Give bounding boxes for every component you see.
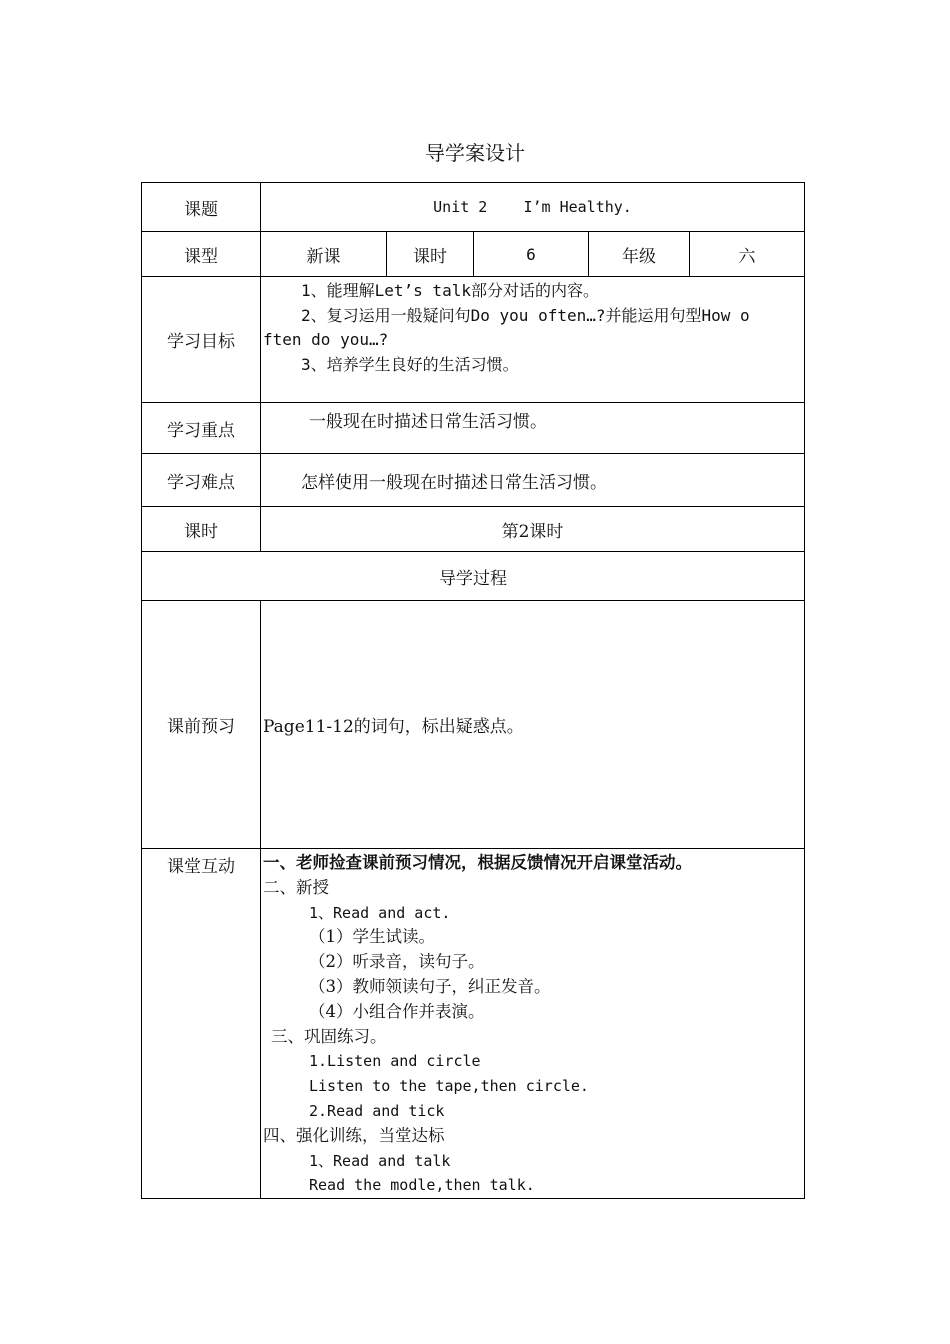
step-2-item-1: 1、Read and act. — [309, 903, 451, 922]
type-row — [142, 232, 805, 277]
step-2-sub-4: （4）小组合作并表演。 — [309, 1001, 485, 1021]
step-3-heading: 三、巩固练习。 — [271, 1026, 387, 1046]
period-value: 6 — [474, 232, 589, 277]
focus-row — [142, 403, 805, 454]
goal-3: 3、培养学生良好的生活习惯。 — [301, 354, 519, 374]
process-header: 导学过程 — [142, 552, 805, 601]
step-1-heading: 一、老师捡查课前预习情况，根据反馈情况开启课堂活动。 — [263, 853, 692, 872]
preview-value: Page11-12的词句，标出疑惑点。 — [261, 601, 805, 849]
step-4-item-1-detail: Read the modle,then talk. — [309, 1176, 535, 1195]
process-header-row — [142, 552, 805, 601]
step-2-sub-3: （3）教师领读句子，纠正发音。 — [309, 976, 551, 996]
type-label: 课型 — [142, 232, 261, 277]
step-3-item-2: 2.Read and tick — [309, 1101, 445, 1120]
topic-row — [142, 183, 805, 232]
interaction-label: 课堂互动 — [142, 849, 261, 1199]
goal-1: 1、能理解Let’s talk部分对话的内容。 — [301, 281, 599, 300]
grade-label: 年级 — [589, 232, 690, 277]
step-4-heading: 四、强化训练，当堂达标 — [263, 1125, 445, 1145]
goals-content — [261, 277, 805, 403]
goals-label: 学习目标 — [142, 277, 261, 403]
interaction-content — [261, 849, 805, 1199]
type-value: 新课 — [261, 232, 387, 277]
step-2-sub-2: （2）听录音，读句子。 — [309, 952, 485, 972]
period-label: 课时 — [387, 232, 474, 277]
difficulty-label: 学习难点 — [142, 454, 261, 507]
goal-2: 2、复习运用一般疑问句Do you often…?并能运用句型How o — [301, 305, 750, 325]
goal-2-continued: ften do you…? — [263, 330, 389, 349]
lesson-value: 第2课时 — [261, 507, 805, 552]
step-2-sub-1: （1）学生试读。 — [309, 927, 435, 947]
preview-row — [142, 601, 805, 849]
grade-value: 六 — [690, 232, 805, 277]
difficulty-row — [142, 454, 805, 507]
goals-row — [142, 277, 805, 403]
topic-label: 课题 — [142, 183, 261, 232]
lesson-row — [142, 507, 805, 552]
focus-label: 学习重点 — [142, 403, 261, 454]
step-2-heading: 二、新授 — [263, 877, 329, 897]
difficulty-value: 怎样使用一般现在时描述日常生活习惯。 — [261, 454, 805, 507]
step-3-item-1: 1.Listen and circle — [309, 1052, 481, 1071]
step-4-item-1: 1、Read and talk — [309, 1151, 451, 1170]
step-3-item-1-detail: Listen to the tape,then circle. — [309, 1077, 589, 1096]
topic-value: Unit 2 I’m Healthy. — [261, 183, 805, 232]
document-title: 导学案设计 — [425, 141, 525, 165]
lesson-plan-table — [141, 182, 805, 1199]
focus-value: 一般现在时描述日常生活习惯。 — [261, 403, 805, 454]
interaction-row — [142, 849, 805, 1199]
preview-label: 课前预习 — [142, 601, 261, 849]
lesson-label: 课时 — [142, 507, 261, 552]
